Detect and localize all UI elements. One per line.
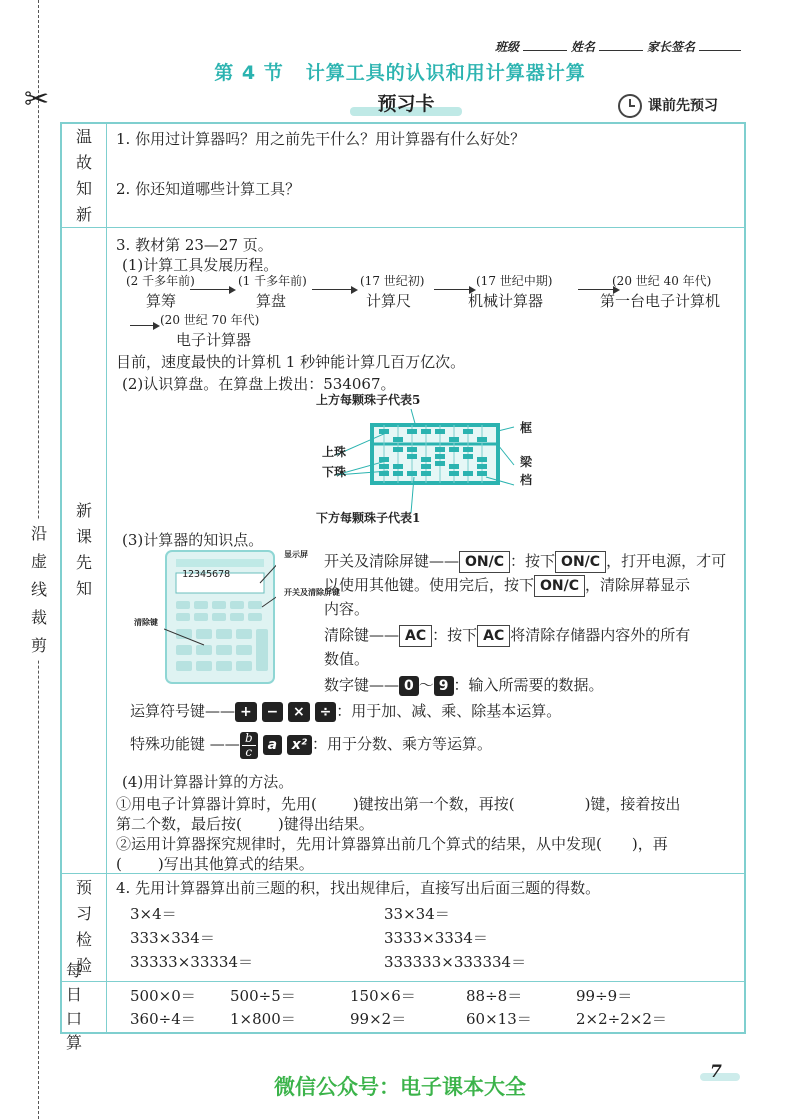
tool-2: 计算尺	[366, 292, 412, 310]
question-1: 1. 你用过计算器吗？用之前先干什么？用计算器有什么好处？	[116, 130, 526, 148]
onc-key: ON/C	[534, 575, 585, 597]
speed-note: 目前，速度最快的计算机 1 秒钟能计算几百万亿次。	[116, 353, 466, 371]
daily-item: 99×2＝	[350, 1010, 407, 1028]
check-item: 33×34＝	[384, 905, 450, 923]
fraction-key: $\frac{b}{c}$	[240, 732, 258, 759]
abacus-diagram	[306, 407, 526, 517]
question-2: 2. 你还知道哪些计算工具？	[116, 180, 301, 198]
page-title: 第 4 节 计算工具的认识和用计算器计算	[214, 62, 586, 84]
tool-0: 算筹	[146, 292, 177, 310]
special-key-description: 特殊功能键 —— $\frac{b}{c}$ a x² ：用于分数、乘方等运算。	[130, 730, 492, 759]
question-3: 3. 教材第 23—27 页。	[116, 236, 273, 254]
worksheet-table	[60, 122, 746, 1052]
tool-1: 算盘	[256, 292, 287, 310]
daily-item: 1×800＝	[230, 1010, 296, 1028]
digit-description: 数字键—— 0 ～ 9 ：输入所需要的数据。	[324, 676, 604, 694]
beam-label: 梁	[520, 455, 533, 469]
operator-description: 运算符号键—— + − × ÷ ：用于加、减、乘、除基本运算。	[130, 702, 562, 720]
method-1: ①用电子计算器计算时，先用( )键按出第一个数，再按( )键，接着按出	[116, 795, 681, 813]
card-title: 预习卡	[356, 90, 456, 118]
onc-description: 开关及清除屏键—— ON/C ：按下 ON/C ，打开电源，才可	[324, 549, 726, 573]
page-number: 7	[710, 1062, 722, 1082]
era-5: (20 世纪 70 年代)	[160, 313, 260, 327]
check-item: 333333×333334＝	[384, 953, 527, 971]
check-row	[62, 873, 744, 982]
timeline-arrow	[130, 325, 158, 326]
daily-item: 500÷5＝	[230, 987, 296, 1005]
check-label: 预 习 检 验	[62, 873, 107, 981]
tool-5: 电子计算器	[176, 331, 252, 349]
check-item: 33333×33334＝	[130, 953, 254, 971]
review-label: 温 故 知 新	[62, 124, 107, 227]
new-knowledge-row: 新 课 先 知 3. 教材第 23—27 页。 (1)计算工具发展历程。 (2 千多年前) 算筹 (1 千多年前) 算盘 (17 世纪初) 计算尺 (17 世纪中期) 机械计算器 (20 世纪 40 年代) 第一台电子计算机 (20 世纪 70 年代) 电子计算器 目前，速度最快的计算机 1 秒钟能计算几百万亿次。 (2)认识算盘。在算盘上拨出：534067。 上方每颗珠子代表5 上珠 下珠 框 梁 档 下方每颗珠子代表1 (3)计算器的知识点。 12345678 显示屏 开关及清除屏键 清除键 开关及清除屏键—— ON/C ：按下 ON/C ，打开电源，才可 以使用其他键。使用完后，按下 ON/C ，清除屏幕显示 内容。 清除键—— AC ：按下 AC 将清除存储器内容外的所有 数值。 数字键—— 0 ～ 9 ：输入所需要的数据。 运算符号键—— + − × ÷ ：用于加、减、乘、除基本运算。 特殊功能键 —— $\frac{b}{c}$ a x² ：用于分数、乘方等运算。 (4)用计算器计算的方法。 ①用电子计算器计算时，先用( )键按出第一个数，再按( )键，接着按出 第二个数，最后按( )键得出结果。 ②运用计算器探究规律时，先用计算器算出前几个算式的结果，从中发现( )，再 ( )写出其他算式的结果。	[62, 227, 744, 874]
review-row	[62, 124, 744, 228]
daily-item: 60×13＝	[466, 1010, 532, 1028]
calc-display-digits: 12345678	[182, 569, 231, 580]
onc-key-label: 开关及清除屏键	[284, 587, 340, 597]
clear-key-label: 清除键	[134, 617, 158, 627]
plus-key: +	[235, 702, 257, 722]
rod-label: 档	[520, 473, 533, 487]
timeline-arrow	[312, 289, 356, 290]
era-1: (1 千多年前)	[238, 274, 307, 288]
method-heading: (4)用计算器计算的方法。	[122, 773, 294, 791]
onc-key: ON/C	[555, 551, 606, 573]
alarm-clock-icon	[618, 94, 642, 118]
divide-key: ÷	[315, 702, 337, 722]
new-knowledge-label: 新 课 先 知	[62, 227, 107, 873]
digit-key-9: 9	[434, 676, 454, 696]
daily-item: 500×0＝	[130, 987, 196, 1005]
abacus-bottom-note: 下方每颗珠子代表1	[316, 511, 421, 525]
question-4: 4. 先用计算器算出前三题的积，找出规律后，直接写出后面三题的得数。	[116, 879, 601, 897]
scissors-icon: ✂	[24, 82, 50, 117]
era-0: (2 千多年前)	[126, 274, 195, 288]
check-item: 3×4＝	[130, 905, 177, 923]
era-4: (20 世纪 40 年代)	[612, 274, 712, 288]
daily-label: 每日 口算	[62, 981, 107, 1032]
era-2: (17 世纪初)	[360, 274, 425, 288]
onc-key: ON/C	[459, 551, 510, 573]
ac-key: AC	[477, 625, 510, 647]
calculator-heading: (3)计算器的知识点。	[122, 531, 264, 549]
preview-badge: 课前先预习	[618, 94, 718, 118]
timeline-arrow	[190, 289, 234, 290]
daily-item: 150×6＝	[350, 987, 416, 1005]
daily-item: 99÷9＝	[576, 987, 633, 1005]
tool-3: 机械计算器	[468, 292, 544, 310]
upper-bead-label: 上珠	[322, 445, 347, 459]
abacus-heading: (2)认识算盘。在算盘上拨出：534067。	[122, 375, 396, 393]
daily-item: 88÷8＝	[466, 987, 523, 1005]
era-3: (17 世纪中期)	[476, 274, 553, 288]
a-key: a	[263, 735, 282, 755]
check-item: 3333×3334＝	[384, 929, 488, 947]
student-info: 班级 姓名 家长签名	[495, 38, 745, 55]
tool-4: 第一台电子计算机	[600, 292, 721, 310]
wechat-footer: 微信公众号：电子课本大全	[274, 1075, 526, 1099]
method-2: ②运用计算器探究规律时，先用计算器算出前几个算式的结果，从中发现( )，再	[116, 835, 668, 853]
ac-description: 清除键—— AC ：按下 AC 将清除存储器内容外的所有	[324, 623, 690, 647]
digit-key-0: 0	[399, 676, 419, 696]
check-item: 333×334＝	[130, 929, 215, 947]
lower-bead-label: 下珠	[322, 465, 347, 479]
minus-key: −	[262, 702, 284, 722]
ac-key: AC	[399, 625, 432, 647]
frame-label: 框	[520, 421, 533, 435]
multiply-key: ×	[288, 702, 310, 722]
screen-label: 显示屏	[284, 549, 308, 559]
abacus-top-note: 上方每颗珠子代表5	[316, 393, 421, 407]
daily-item: 360÷4＝	[130, 1010, 196, 1028]
timeline-heading: (1)计算工具发展历程。	[122, 256, 279, 274]
power-key: x²	[287, 735, 312, 755]
daily-item: 2×2÷2×2＝	[576, 1010, 667, 1028]
cut-instruction: 沿 虚 线 裁 剪	[27, 520, 51, 660]
